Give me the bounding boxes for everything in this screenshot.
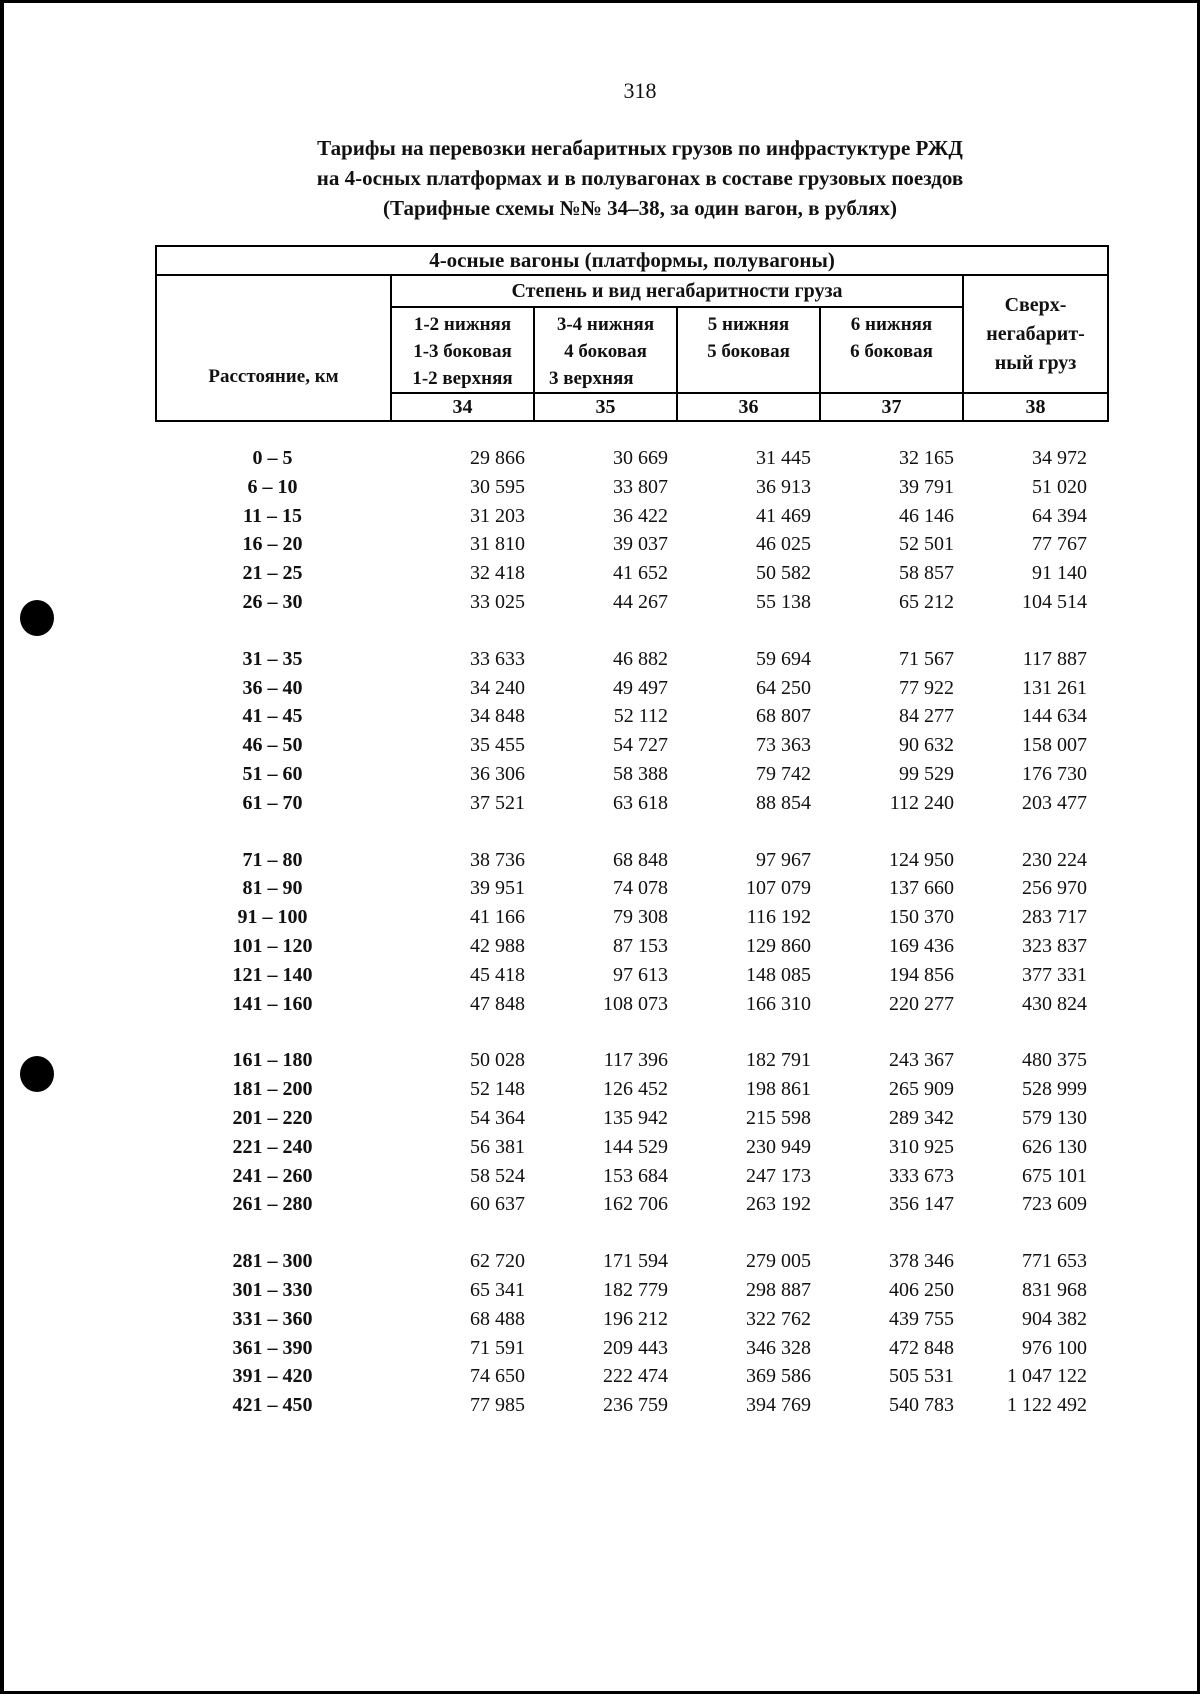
distance-cell: 421 – 450 [232,1394,313,1417]
tariff-cell: 36 422 [613,504,668,527]
tariff-cell: 153 684 [603,1164,668,1187]
tariff-cell: 34 972 [1032,447,1087,469]
tariff-cell: 46 146 [899,504,954,527]
distance-cell: 81 – 90 [242,877,303,900]
tariff-cell: 150 370 [889,906,954,929]
tariff-cell: 79 308 [613,906,668,929]
kind-header-36 [677,307,820,393]
tariff-cell: 377 331 [1022,963,1087,986]
tariff-cell: 626 130 [1022,1135,1087,1158]
tariff-cell: 79 742 [756,762,811,785]
tariff-cell: 29 866 [470,447,525,469]
tariff-cell: 30 595 [470,475,525,498]
tariff-cell: 84 277 [899,705,954,728]
tariff-cell: 283 717 [1022,906,1087,929]
table-row [155,1075,1107,1104]
table-row [155,760,1107,789]
tariff-cell: 196 212 [603,1307,668,1330]
tariff-cell: 771 653 [1022,1250,1087,1273]
tariff-cell: 62 720 [470,1250,525,1273]
tariff-cell: 34 848 [470,705,525,728]
tariff-cell: 209 443 [603,1336,668,1359]
tariff-cell: 54 727 [613,734,668,757]
tariff-cell: 279 005 [746,1250,811,1273]
distance-cell: 46 – 50 [242,734,303,757]
tariff-cell: 116 192 [746,906,811,929]
tariff-cell: 148 085 [746,963,811,986]
tariff-cell: 144 634 [1022,705,1087,728]
scan-border-left [0,0,4,1694]
tariff-cell: 126 452 [603,1078,668,1101]
tariff-cell: 222 474 [603,1365,668,1388]
tariff-cell: 91 140 [1032,562,1087,585]
tariff-cell: 36 306 [470,762,525,785]
tariff-cell: 99 529 [899,762,954,785]
row-group [155,444,1107,617]
tariff-cell: 137 660 [889,877,954,900]
tariff-cell: 176 730 [1022,762,1087,785]
table-row [155,1104,1107,1133]
tariff-cell: 97 967 [756,848,811,871]
row-group [155,846,1107,1019]
table-row [155,961,1107,990]
tariff-cell: 480 375 [1022,1049,1087,1072]
tariff-cell: 88 854 [756,791,811,814]
tariff-cell: 58 857 [899,562,954,585]
tariff-cell: 71 567 [899,647,954,670]
table-row [155,789,1107,818]
row-group [155,1247,1107,1420]
distance-cell: 6 – 10 [247,475,298,498]
tariff-cell: 230 224 [1022,848,1087,871]
tariff-cell: 35 455 [470,734,525,757]
kind-line: 3-4 нижняя [556,314,655,335]
tariff-cell: 41 652 [613,562,668,585]
kind-line: 1-3 боковая [413,341,512,362]
table-row [155,702,1107,731]
scheme-number-38: 38 [963,393,1108,421]
tariff-cell: 107 079 [746,877,811,900]
tariff-cell: 55 138 [756,590,811,613]
tariff-cell: 131 261 [1022,676,1087,699]
tariff-cell: 68 488 [470,1307,525,1330]
distance-cell: 36 – 40 [242,676,303,699]
tariff-cell: 30 669 [613,447,668,469]
tariff-cell: 723 609 [1022,1193,1087,1216]
tariff-cell: 263 192 [746,1193,811,1216]
tariff-cell: 33 807 [613,475,668,498]
scan-border-top [0,0,1200,3]
distance-cell: 61 – 70 [242,791,303,814]
table-row [155,1162,1107,1191]
distance-cell: 101 – 120 [232,934,313,957]
tariff-cell: 104 514 [1022,590,1087,613]
scheme-number-34: 34 [391,393,534,421]
tariff-cell: 1 047 122 [1007,1365,1087,1388]
table-row [155,846,1107,875]
table-row [155,1334,1107,1363]
tariff-cell: 33 025 [470,590,525,613]
oversized-line-2: негабарит- [986,322,1085,345]
distance-cell: 261 – 280 [232,1193,313,1216]
tariff-cell: 243 367 [889,1049,954,1072]
table-row [155,473,1107,502]
table-row [155,874,1107,903]
tariff-cell: 472 848 [889,1336,954,1359]
distance-cell: 201 – 220 [232,1106,313,1129]
tariff-cell: 430 824 [1022,992,1087,1015]
degree-header: Степень и вид негабаритности груза [391,275,963,307]
table-row [155,731,1107,760]
tariff-cell: 831 968 [1022,1278,1087,1301]
tariff-cell: 87 153 [613,934,668,957]
distance-column-header: Расстояние, км [156,275,391,421]
tariff-cell: 378 346 [889,1250,954,1273]
tariff-cell: 39 037 [613,533,668,556]
tariff-cell: 74 078 [613,877,668,900]
scheme-number-37: 37 [820,393,963,421]
tariff-cell: 74 650 [470,1365,525,1388]
tariff-cell: 39 951 [470,877,525,900]
kind-line: 1-2 нижняя [413,314,512,335]
tariff-cell: 50 028 [470,1049,525,1072]
tariff-cell: 182 779 [603,1278,668,1301]
tariff-cell: 63 618 [613,791,668,814]
distance-cell: 221 – 240 [232,1135,313,1158]
kind-line: 6 боковая [850,341,933,362]
table-row [155,588,1107,617]
tariff-cell: 52 148 [470,1078,525,1101]
tariff-table-header [155,245,1109,422]
distance-cell: 0 – 5 [252,447,293,469]
tariff-cell: 71 591 [470,1336,525,1359]
tariff-cell: 144 529 [603,1135,668,1158]
tariff-cell: 59 694 [756,647,811,670]
tariff-cell: 215 598 [746,1106,811,1129]
tariff-cell: 220 277 [889,992,954,1015]
tariff-cell: 64 394 [1032,504,1087,527]
tariff-cell: 41 166 [470,906,525,929]
distance-cell: 361 – 390 [232,1336,313,1359]
tariff-cell: 540 783 [889,1394,954,1417]
tariff-cell: 44 267 [613,590,668,613]
distance-cell: 11 – 15 [243,504,302,527]
tariff-cell: 77 922 [899,676,954,699]
tariff-cell: 68 848 [613,848,668,871]
tariff-cell: 182 791 [746,1049,811,1072]
tariff-cell: 230 949 [746,1135,811,1158]
tariff-cell: 356 147 [889,1193,954,1216]
distance-cell: 91 – 100 [237,906,308,929]
tariff-cell: 904 382 [1022,1307,1087,1330]
tariff-cell: 46 025 [756,533,811,556]
tariff-cell: 289 342 [889,1106,954,1129]
tariff-cell: 1 122 492 [1007,1394,1087,1417]
distance-cell: 31 – 35 [242,647,303,670]
tariff-cell: 45 418 [470,963,525,986]
tariff-cell: 323 837 [1022,934,1087,957]
tariff-cell: 203 477 [1022,791,1087,814]
document-title [180,133,1100,223]
tariff-cell: 31 810 [470,533,525,556]
tariff-cell: 256 970 [1022,877,1087,900]
tariff-cell: 505 531 [889,1365,954,1388]
table-row [155,932,1107,961]
tariff-cell: 112 240 [889,791,954,814]
tariff-cell: 47 848 [470,992,525,1015]
tariff-cell: 236 759 [603,1394,668,1417]
kind-line: 3 верхняя [549,368,634,389]
tariff-cell: 52 501 [899,533,954,556]
table-row [155,1133,1107,1162]
tariff-cell: 46 882 [613,647,668,670]
title-line-1: Тарифы на перевозки негабаритных грузов по инфрастуктуре РЖД [317,136,963,160]
punch-hole-mark [20,600,54,636]
tariff-cell: 31 203 [470,504,525,527]
tariff-cell: 77 985 [470,1394,525,1417]
oversized-line-3: ный груз [994,351,1077,374]
tariff-cell: 162 706 [603,1193,668,1216]
tariff-cell: 36 913 [756,475,811,498]
oversized-line-1: Сверх- [1004,293,1067,316]
tariff-cell: 322 762 [746,1307,811,1330]
tariff-cell: 675 101 [1022,1164,1087,1187]
tariff-cell: 31 445 [756,447,811,469]
tariff-cell: 60 637 [470,1193,525,1216]
table-row [155,1190,1107,1219]
distance-cell: 26 – 30 [242,590,303,613]
tariff-cell: 406 250 [889,1278,954,1301]
tariff-cell: 265 909 [889,1078,954,1101]
table-row [155,530,1107,559]
table-row [155,903,1107,932]
tariff-cell: 37 521 [470,791,525,814]
tariff-cell: 49 497 [613,676,668,699]
tariff-cell: 54 364 [470,1106,525,1129]
tariff-cell: 298 887 [746,1278,811,1301]
table-row [155,1247,1107,1276]
oversized-header [963,275,1108,393]
page-number: 318 [623,78,657,103]
tariff-cell: 32 418 [470,562,525,585]
table-row [155,559,1107,588]
tariff-cell: 135 942 [603,1106,668,1129]
wagon-group-header: 4-осные вагоны (платформы, полувагоны) [156,246,1108,275]
distance-cell: 16 – 20 [242,533,303,556]
table-row [155,444,1107,473]
tariff-cell: 194 856 [889,963,954,986]
tariff-cell: 439 755 [889,1307,954,1330]
table-row [155,502,1107,531]
tariff-cell: 310 925 [889,1135,954,1158]
scheme-number-35: 35 [534,393,677,421]
table-row [155,1305,1107,1334]
table-row [155,674,1107,703]
kind-line: 4 боковая [564,341,647,362]
tariff-cell: 166 310 [746,992,811,1015]
distance-cell: 241 – 260 [232,1164,313,1187]
kind-line: 5 боковая [707,341,790,362]
distance-cell: 51 – 60 [242,762,303,785]
tariff-cell: 65 341 [470,1278,525,1301]
tariff-cell: 68 807 [756,705,811,728]
tariff-cell: 124 950 [889,848,954,871]
tariff-cell: 90 632 [899,734,954,757]
tariff-cell: 333 673 [889,1164,954,1187]
tariff-cell: 58 524 [470,1164,525,1187]
tariff-cell: 73 363 [756,734,811,757]
tariff-cell: 169 436 [889,934,954,957]
table-row [155,1276,1107,1305]
distance-cell: 41 – 45 [242,705,303,728]
tariff-cell: 528 999 [1022,1078,1087,1101]
tariff-cell: 77 767 [1032,533,1087,556]
tariff-cell: 108 073 [603,992,668,1015]
tariff-cell: 129 860 [746,934,811,957]
distance-cell: 181 – 200 [232,1078,313,1101]
tariff-cell: 39 791 [899,475,954,498]
table-row [155,1391,1107,1420]
tariff-cell: 65 212 [899,590,954,613]
tariff-cell: 198 861 [746,1078,811,1101]
tariff-cell: 976 100 [1022,1336,1087,1359]
kind-line: 1-2 верхняя [412,368,513,389]
tariff-cell: 50 582 [756,562,811,585]
tariff-cell: 34 240 [470,676,525,699]
kind-header-34 [391,307,534,393]
kind-line: 6 нижняя [850,314,933,335]
tariff-cell: 33 633 [470,647,525,670]
tariff-cell: 38 736 [470,848,525,871]
tariff-table-body [155,444,1107,1448]
distance-cell: 121 – 140 [232,963,313,986]
tariff-cell: 58 388 [613,762,668,785]
kind-header-35 [534,307,677,393]
distance-cell: 21 – 25 [242,562,303,585]
tariff-cell: 171 594 [603,1250,668,1273]
tariff-cell: 32 165 [899,447,954,469]
tariff-cell: 579 130 [1022,1106,1087,1129]
table-row [155,990,1107,1019]
table-row [155,1046,1107,1075]
tariff-cell: 56 381 [470,1135,525,1158]
punch-hole-mark [20,1056,54,1092]
tariff-cell: 52 112 [613,705,668,728]
distance-cell: 281 – 300 [232,1250,313,1273]
row-group [155,1046,1107,1219]
kind-header-37 [820,307,963,393]
tariff-cell: 158 007 [1022,734,1087,757]
tariff-cell: 117 887 [1022,647,1087,670]
tariff-cell: 117 396 [603,1049,668,1072]
tariff-cell: 41 469 [756,504,811,527]
distance-cell: 161 – 180 [232,1049,313,1072]
distance-cell: 71 – 80 [242,848,303,871]
kind-line: 5 нижняя [707,314,790,335]
title-line-3: (Тарифные схемы №№ 34–38, за один вагон, в рублях) [382,196,898,220]
distance-cell: 331 – 360 [232,1307,313,1330]
table-row [155,645,1107,674]
scheme-number-36: 36 [677,393,820,421]
tariff-cell: 64 250 [756,676,811,699]
tariff-cell: 394 769 [746,1394,811,1417]
tariff-cell: 51 020 [1032,475,1087,498]
tariff-cell: 346 328 [746,1336,811,1359]
title-line-2: на 4-осных платформах и в полувагонах в составе грузовых поездов [316,166,964,190]
tariff-cell: 369 586 [746,1365,811,1388]
distance-cell: 391 – 420 [232,1365,313,1388]
distance-cell: 141 – 160 [232,992,313,1015]
tariff-cell: 97 613 [613,963,668,986]
row-group [155,645,1107,818]
tariff-cell: 42 988 [470,934,525,957]
distance-cell: 301 – 330 [232,1278,313,1301]
table-row [155,1362,1107,1391]
tariff-cell: 247 173 [746,1164,811,1187]
